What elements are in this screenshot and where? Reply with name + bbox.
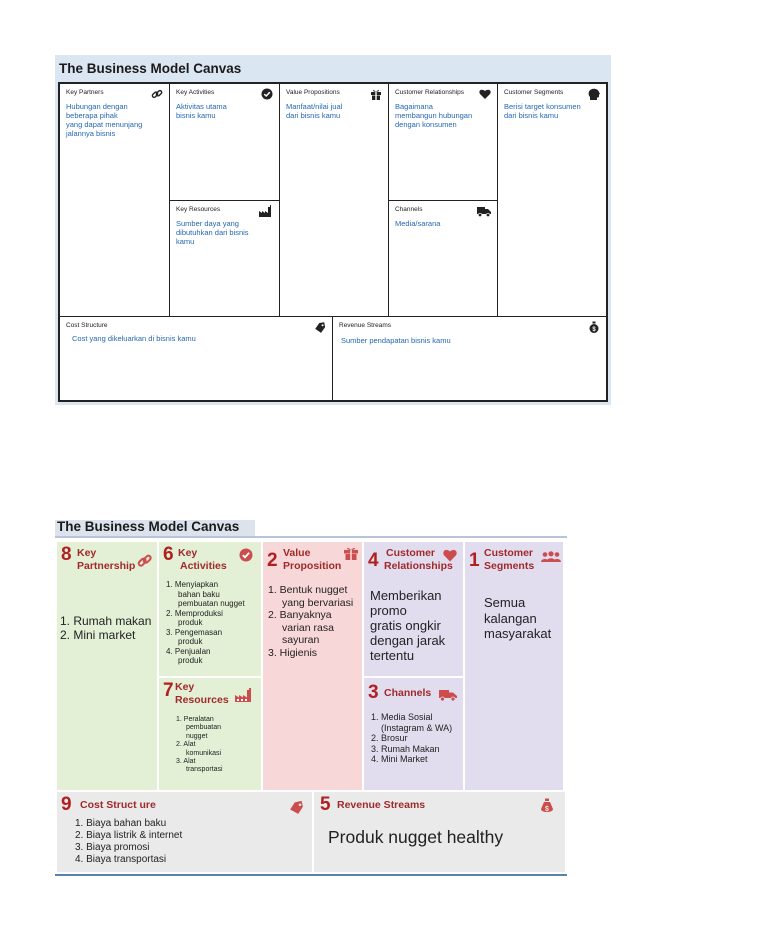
list-item: transportasi — [186, 766, 223, 774]
value-propositions-block — [280, 84, 389, 317]
block-items — [484, 595, 551, 642]
block-number: 4 — [368, 550, 379, 571]
factory-icon — [235, 688, 253, 702]
block-items — [60, 614, 151, 642]
block-description: Manfaat/nilai jual dari bisnis kamu — [286, 102, 343, 120]
block-heading: Key Partnership — [77, 547, 136, 572]
block-heading: Key Activities — [176, 89, 215, 96]
canvas-title: The Business Model Canvas — [59, 61, 242, 76]
list-item: 3. Pengemasan — [166, 627, 223, 637]
list-item: yang bervariasi — [282, 596, 354, 609]
block-description: Sumber pendapatan bisnis kamu — [341, 336, 451, 345]
people-icon — [541, 550, 561, 564]
list-item: varian rasa — [282, 621, 334, 634]
block-heading: Value Propositions — [286, 89, 340, 96]
head-icon — [588, 88, 600, 100]
truck-icon — [477, 205, 491, 217]
channels-block — [364, 678, 463, 790]
key-activities-block — [170, 84, 280, 201]
block-number: 3 — [368, 682, 379, 703]
block-heading: Key Partners — [66, 89, 104, 96]
list-item: 1. Menyiapkan — [166, 580, 219, 589]
check-circle-icon — [239, 548, 253, 562]
list-item: dengan jarak — [370, 633, 446, 648]
list-item: 2. Banyaknya — [268, 609, 332, 621]
block-items — [176, 716, 223, 775]
check-circle-icon — [261, 88, 273, 100]
block-description: Sumber daya yang dibutuhkan dari bisnis kamu — [176, 219, 249, 246]
block-heading: Channels — [384, 687, 432, 699]
customer-relationships-block — [389, 84, 498, 201]
list-item: pembuatan nugget — [178, 599, 245, 608]
business-model-canvas-filled — [55, 518, 567, 878]
heart-icon — [443, 548, 457, 562]
list-item: tertentu — [370, 648, 415, 663]
list-item: 1. Bentuk nugget — [268, 584, 348, 596]
block-description: Hubungan dengan beberapa pihak yang dapat menunjang jalannya bisnis — [66, 102, 143, 138]
tag-icon — [289, 800, 305, 814]
block-description: Berisi target konsumen dari bisnis kamu — [504, 102, 581, 120]
list-item: promo — [370, 603, 407, 618]
block-number: 2 — [267, 550, 278, 571]
block-heading: Cost Struct ure — [80, 799, 156, 811]
block-heading: Customer Relationships — [395, 89, 465, 96]
block-number: 6 — [163, 544, 174, 565]
block-heading: Key Resources — [176, 206, 221, 213]
block-items — [370, 588, 445, 663]
list-item: 1. Peralatan — [176, 716, 214, 723]
key-resources-block — [170, 201, 280, 317]
cost-structure-block — [57, 792, 312, 872]
block-description: Bagaimana membangun hubungan dengan konsumen — [395, 102, 473, 129]
list-item: 3. Higienis — [268, 646, 318, 659]
list-item: produk — [178, 618, 203, 627]
list-item: Produk nugget healthy — [328, 827, 504, 847]
list-item: (Instagram & WA) — [381, 722, 453, 733]
heart-icon — [479, 88, 491, 100]
block-heading: Cost Structure — [66, 322, 108, 329]
block-items — [268, 584, 353, 659]
key-activities-block — [159, 542, 261, 676]
cost-structure-block — [60, 317, 333, 400]
factory-icon — [259, 205, 273, 217]
svg-text:$: $ — [592, 327, 596, 333]
block-items — [328, 827, 503, 847]
list-item: 2. Alat — [176, 741, 196, 749]
block-heading: Revenue Streams — [337, 799, 426, 811]
list-item: 2. Memproduksi — [166, 608, 223, 618]
key-partners-block — [60, 84, 170, 317]
block-number: 8 — [61, 544, 72, 565]
list-item: 4. Penjualan — [166, 646, 211, 656]
block-heading: Customer Relationships — [384, 547, 453, 572]
list-item: sayuran — [282, 634, 320, 646]
svg-text:$: $ — [545, 806, 549, 813]
list-item: masyarakat — [484, 626, 552, 641]
block-items — [166, 580, 245, 666]
list-item: produk — [178, 656, 203, 665]
key-resources-block — [159, 678, 261, 790]
list-item: komunikasi — [186, 749, 222, 757]
list-item: Semua — [484, 595, 526, 610]
block-description: Aktivitas utama bisnis kamu — [176, 102, 227, 120]
revenue-streams-block — [333, 317, 606, 400]
block-heading: Customer Segments — [504, 89, 564, 96]
block-description: Media/sarana — [395, 219, 441, 228]
canvas-grid — [58, 82, 608, 402]
list-item: nugget — [186, 732, 208, 740]
canvas-title: The Business Model Canvas — [57, 519, 240, 534]
list-item: kalangan — [484, 610, 537, 626]
customer-relationships-block — [364, 542, 463, 676]
block-number: 9 — [61, 794, 72, 815]
channels-block — [389, 201, 498, 317]
block-heading: Key Resources — [175, 681, 229, 706]
tag-icon — [314, 321, 326, 333]
customer-segments-block — [498, 84, 606, 317]
business-model-canvas-template — [55, 55, 611, 405]
block-items — [371, 712, 452, 765]
key-partnership-block — [57, 542, 157, 790]
gift-icon — [370, 88, 382, 100]
block-heading: Key Activities — [178, 547, 227, 572]
list-item: 2. Brosur — [371, 733, 408, 743]
customer-segments-block — [465, 542, 563, 790]
list-item: 4. Biaya transportasi — [75, 854, 167, 865]
list-item: 1. Media Sosial — [371, 712, 433, 722]
list-item: 3. Rumah Makan — [371, 743, 440, 754]
block-number: 1 — [469, 550, 480, 571]
list-item: pembuatan — [186, 724, 222, 732]
link-icon — [137, 554, 153, 568]
list-item: bahan baku — [178, 589, 220, 599]
list-item: Memberikan — [370, 588, 442, 603]
money-bag-icon — [540, 798, 554, 814]
list-item: 4. Mini Market — [371, 754, 428, 764]
list-item: 1. Biaya bahan baku — [75, 818, 167, 829]
gift-icon — [343, 546, 359, 560]
block-heading: Value Proposition — [283, 547, 342, 572]
list-item: 2. Mini market — [60, 628, 136, 642]
block-number: 5 — [320, 794, 331, 815]
block-description: Cost yang dikeluarkan di bisnis kamu — [72, 334, 196, 343]
money-bag-icon — [588, 321, 600, 333]
link-icon — [151, 88, 163, 100]
list-item: 2. Biaya listrik & internet — [75, 830, 183, 841]
list-item: produk — [178, 637, 203, 646]
block-number: 7 — [163, 680, 174, 701]
block-heading: Customer Segments — [484, 547, 535, 572]
list-item: 3. Biaya promosi — [75, 842, 150, 853]
value-proposition-block — [263, 542, 362, 790]
list-item: gratis ongkir — [370, 618, 441, 633]
block-items — [75, 818, 182, 866]
truck-icon — [439, 688, 457, 702]
block-heading: Channels — [395, 206, 423, 213]
list-item: 3. Alat — [176, 758, 196, 766]
list-item: 1. Rumah makan — [60, 614, 152, 628]
revenue-streams-block — [314, 792, 565, 872]
block-heading: Revenue Streams — [339, 322, 392, 329]
